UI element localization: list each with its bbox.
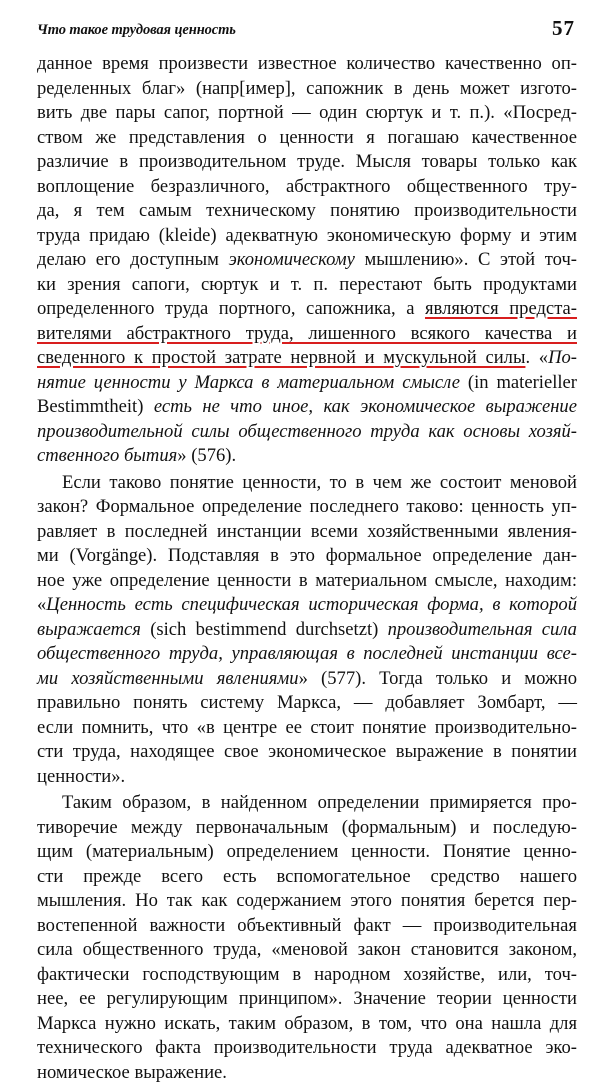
text-line	[37, 1012, 577, 1037]
running-title: Что такое трудовая ценность	[37, 22, 236, 39]
text-segment: Если таково понятие ценности, то в чем же состоит меновой	[62, 472, 577, 493]
text-segment: «	[37, 594, 46, 615]
text-segment: мышления. Но так как содержанием этого понятия берется пер-	[37, 890, 577, 911]
text-line	[37, 520, 577, 545]
text-segment: различие в производительном труде. Мысля товары только как	[37, 151, 577, 172]
text-segment: ценности».	[37, 766, 125, 787]
text-segment: ределенных благ» (напр[имер], сапожник в день может изгото-	[37, 78, 577, 99]
italic-text: производительной силы общественного труда как основы хозяй-	[37, 421, 577, 442]
text-segment: вить две пары сапог, портной — один сюртук и т. п.). «Посред-	[37, 102, 577, 123]
text-segment: нее, ее регулирующим принципом». Значение теории ценности	[37, 988, 577, 1009]
italic-text: выражается	[37, 619, 141, 640]
text-line	[37, 471, 577, 496]
text-segment: щим (материальным) определением ценности. Понятие ценно-	[37, 841, 577, 862]
body-text	[37, 52, 577, 1085]
text-line	[37, 395, 577, 420]
text-segment: мышлению». С этой точ-	[355, 249, 577, 270]
text-segment: равляет в последней инстанции всеми хозяйственными явления-	[37, 521, 577, 542]
page-number: 57	[552, 16, 575, 41]
text-line	[37, 816, 577, 841]
text-line	[37, 248, 577, 273]
italic-text: производительная сила	[388, 619, 577, 640]
text-segment: номическое выражение.	[37, 1062, 227, 1083]
text-line	[37, 126, 577, 151]
text-line	[37, 544, 577, 569]
text-segment: Маркса нужно искать, таким образом, в том, что она нашла для	[37, 1013, 577, 1034]
text-segment: ми (Vorgänge). Подставляя в это формальное определение дан-	[37, 545, 577, 566]
text-segment: Bestimmtheit)	[37, 396, 154, 417]
italic-text: ственного бытия	[37, 445, 177, 466]
text-segment: если помнить, что «в центре ее стоит понятие производительно-	[37, 717, 577, 738]
text-segment: (sich bestimmend durchsetzt)	[141, 619, 388, 640]
text-line	[37, 77, 577, 102]
text-segment: труда придаю (kleide) адекватную экономическую форму и этим	[37, 225, 577, 246]
text-segment: » (577). Тогда только и можно	[299, 668, 577, 689]
paragraph	[37, 791, 577, 1085]
text-segment: закон? Формальное определение последнего таково: ценность уп-	[37, 496, 577, 517]
text-line	[37, 865, 577, 890]
text-segment: фактически господствующим в народном хозяйстве, или, точ-	[37, 964, 577, 985]
text-segment: . «	[525, 347, 548, 368]
text-line	[37, 444, 577, 469]
text-line	[37, 618, 577, 643]
italic-text: экономическому	[229, 249, 355, 270]
text-line	[37, 593, 577, 618]
underlined-text: являются предста-	[425, 298, 577, 319]
text-segment: делаю его доступным	[37, 249, 229, 270]
text-segment: » (576).	[177, 445, 236, 466]
text-line	[37, 297, 577, 322]
text-segment: технического факта производительности труда адекватное эко-	[37, 1037, 577, 1058]
text-line	[37, 346, 577, 371]
italic-text: общественного труда, управляющая в последней инстанции все-	[37, 643, 577, 664]
page-header	[37, 0, 577, 52]
text-segment: тиворечие между первоначальным (формальным) и последую-	[37, 817, 577, 838]
text-line	[37, 150, 577, 175]
text-segment: да, я тем самым техническому понятию производительности	[37, 200, 577, 221]
text-line	[37, 224, 577, 249]
italic-text: По-	[548, 347, 577, 368]
text-segment: ки зрения сапоги, сюртук и т. п. перестают быть продуктами	[37, 274, 577, 295]
text-line	[37, 667, 577, 692]
text-line	[37, 371, 577, 396]
text-segment: определенного труда портного, сапожника, а	[37, 298, 425, 319]
text-segment: ное уже определение ценности в материальном смысле, находим:	[37, 570, 577, 591]
text-line	[37, 963, 577, 988]
text-line	[37, 199, 577, 224]
text-line	[37, 716, 577, 741]
italic-text: нятие ценности у Маркса в материальном смысле	[37, 372, 460, 393]
text-line	[37, 987, 577, 1012]
underlined-text: вителями абстрактного труда, лишенного всякого качества и	[37, 323, 577, 344]
text-line	[37, 495, 577, 520]
text-line	[37, 1036, 577, 1061]
text-line	[37, 420, 577, 445]
text-line	[37, 101, 577, 126]
text-line	[37, 691, 577, 716]
text-segment: Таким образом, в найденном определении примиряется про-	[62, 792, 577, 813]
text-segment: сила общественного труда, «меновой закон становится законом,	[37, 939, 577, 960]
text-segment: востепенной важности объективный факт — производительная	[37, 915, 577, 936]
text-segment: сти прежде всего есть вспомогательное средство нашего	[37, 866, 577, 887]
text-line	[37, 322, 577, 347]
text-line	[37, 840, 577, 865]
text-segment: сти труда, находящее свое экономическое выражение в понятии	[37, 741, 577, 762]
underlined-text: сведенного к простой затрате нервной и мускульной силы	[37, 347, 525, 368]
text-line	[37, 175, 577, 200]
text-line	[37, 938, 577, 963]
text-line	[37, 740, 577, 765]
text-line	[37, 569, 577, 594]
paragraph	[37, 52, 577, 469]
text-segment: воплощение безразличного, абстрактного общественного тру-	[37, 176, 577, 197]
text-line	[37, 273, 577, 298]
italic-text: есть не что иное, как экономическое выражение	[154, 396, 577, 417]
text-line	[37, 1061, 577, 1085]
text-segment: правильно понять систему Маркса, — добавляет Зомбарт, —	[37, 692, 577, 713]
text-segment: ством же представления о ценности я погашаю качественное	[37, 127, 577, 148]
italic-text: ми хозяйственными явлениями	[37, 668, 299, 689]
text-line	[37, 889, 577, 914]
paragraph	[37, 471, 577, 790]
italic-text: Ценность есть специфическая историческая форма, в которой	[46, 594, 577, 615]
text-line	[37, 642, 577, 667]
text-line	[37, 52, 577, 77]
text-segment: (in materieller	[460, 372, 577, 393]
text-segment: данное время произвести известное количество качественно оп-	[37, 53, 577, 74]
text-line	[37, 791, 577, 816]
text-line	[37, 765, 577, 790]
text-line	[37, 914, 577, 939]
